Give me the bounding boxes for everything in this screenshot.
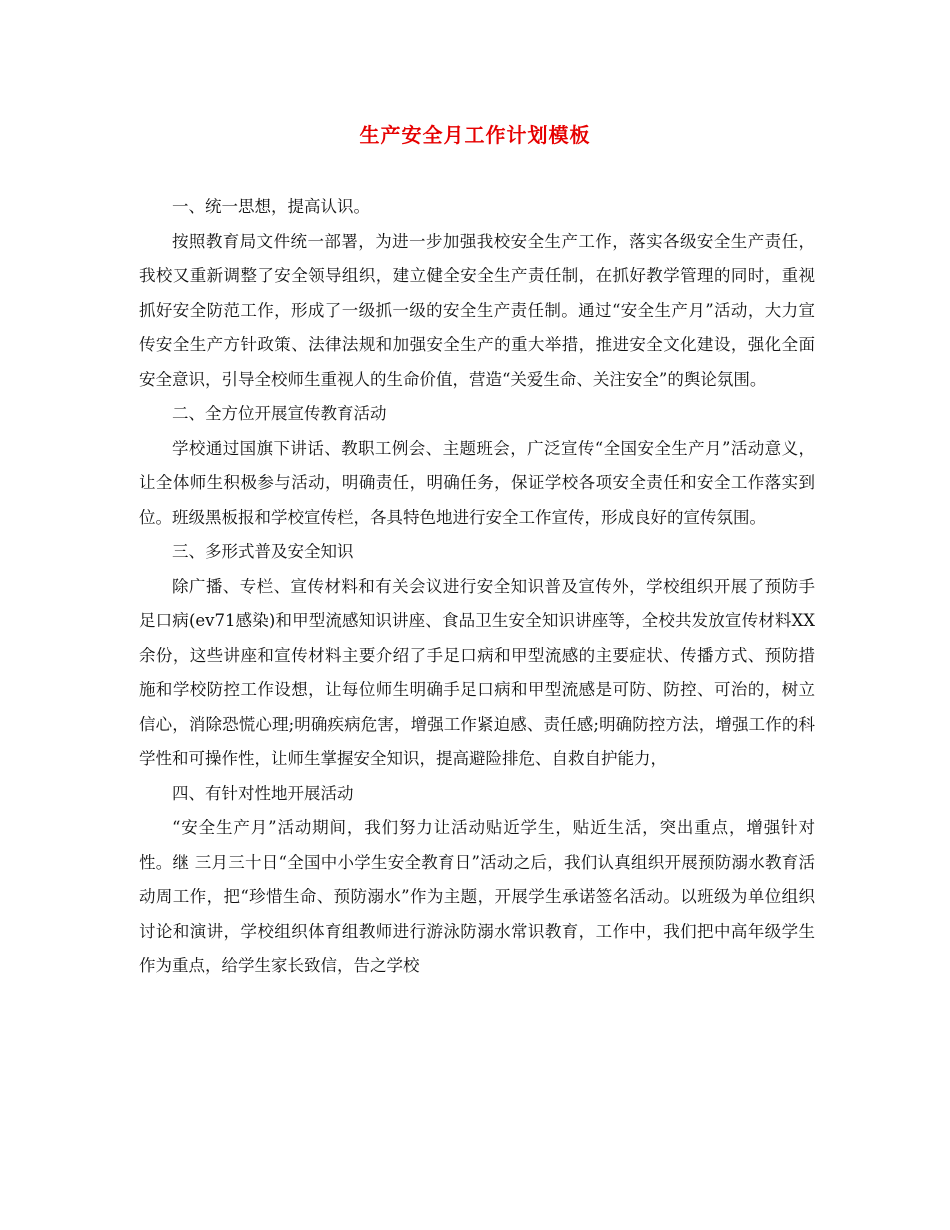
section-heading-3: 三、多形式普及安全知识: [172, 542, 354, 561]
section-heading-1: 一、统一思想，提高认识。: [172, 197, 370, 216]
body-paragraph-3: 除广播、专栏、宣传材料和有关会议进行安全知识普及宣传外，学校组织开展了预防手足口病(ev71感染)和甲型流感知识讲座、食品卫生安全知识讲座等，全校共发放宣传材料XX余份，这些讲座和宣传材料主要介绍了手足口病和甲型流感的主要症状、传播方式、预防措施和学校防控工作设想，让每位师生明确手足口病和甲型流感是可防、防控、可治的，树立信心，消除恐慌心理;明确疾病危害，增强工作紧迫感、责任感;明确防控方法，增强工作的科学性和可操作性，让师生掌握安全知识，提高避险排危、自救自护能力，: [139, 576, 815, 768]
body-paragraph-1: 按照教育局文件统一部署，为进一步加强我校安全生产工作，落实各级安全生产责任，我校又重新调整了安全领导组织，建立健全安全生产责任制，在抓好教学管理的同时，重视抓好安全防范工作，形成了一级抓一级的安全生产责任制。通过“安全生产月”活动，大力宣传安全生产方针政策、法律法规和加强安全生产的重大举措，推进安全文化建设，强化全面安全意识，引导全校师生重视人的生命价值，营造“关爱生命、关注安全”的舆论氛围。: [139, 231, 815, 389]
body-paragraph-2: 学校通过国旗下讲话、教职工例会、主题班会，广泛宣传“全国安全生产月”活动意义，让全体师生积极参与活动，明确责任，明确任务，保证学校各项安全责任和安全工作落实到位。班级黑板报和学校宣传栏，各具特色地进行安全工作宣传，形成良好的宣传氛围。: [139, 438, 815, 527]
body-paragraph-4: “安全生产月”活动期间，我们努力让活动贴近学生，贴近生活，突出重点，增强针对性。继 三月三十日“全国中小学生安全教育日”活动之后，我们认真组织开展预防溺水教育活动周工作，把“珍惜生命、预防溺水”作为主题，开展学生承诺签名活动。以班级为单位组织讨论和演讲，学校组织体育组教师进行游泳防溺水常识教育，工作中，我们把中高年级学生作为重点，给学生家长致信，告之学校: [139, 818, 815, 975]
section-heading-2: 二、全方位开展宣传教育活动: [172, 404, 387, 423]
document-title: 生产安全月工作计划模板: [359, 123, 591, 147]
document-body: [139, 190, 815, 984]
section-heading-4: 四、有针对性地开展活动: [172, 783, 354, 803]
